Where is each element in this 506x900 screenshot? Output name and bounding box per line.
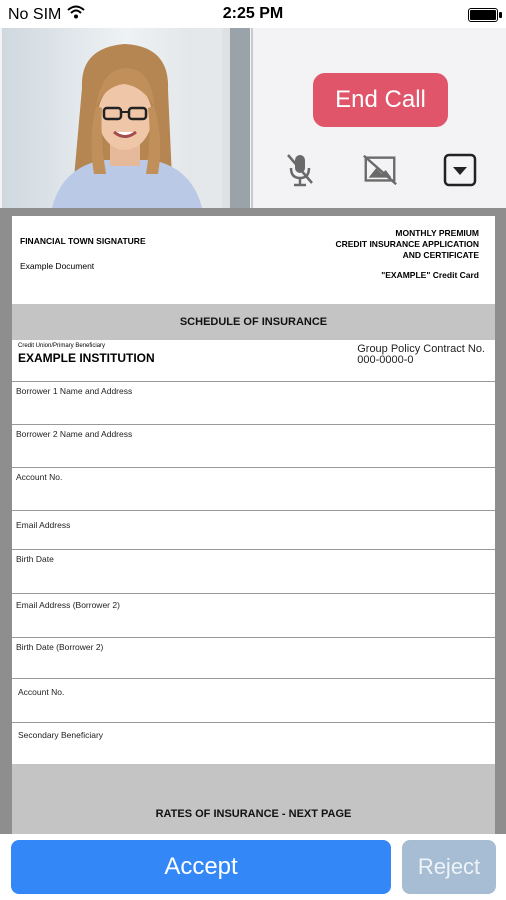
field-label: Birth Date: [16, 554, 54, 564]
status-bar: [0, 0, 506, 28]
field-label: Borrower 1 Name and Address: [16, 386, 133, 396]
field-row[interactable]: [12, 594, 495, 638]
policy-block: [357, 344, 485, 366]
mic-muted-icon[interactable]: [281, 151, 319, 189]
battery-fill: [470, 10, 496, 20]
field-label: Borrower 2 Name and Address: [16, 429, 133, 439]
header-right-line3: AND CERTIFICATE: [402, 250, 479, 260]
rates-title: RATES OF INSURANCE - NEXT PAGE: [155, 808, 352, 820]
header-right-line1: MONTHLY PREMIUM: [395, 228, 479, 238]
header-left-subtitle: Example Document: [20, 261, 95, 271]
institution-small-label: Credit Union/Primary Beneficiary: [18, 343, 106, 349]
remote-video: [2, 28, 250, 208]
field-row[interactable]: [12, 511, 495, 550]
header-right-line2: CREDIT INSURANCE APPLICATION: [335, 239, 479, 249]
field-row[interactable]: [12, 425, 495, 468]
field-label: Email Address (Borrower 2): [16, 600, 120, 610]
rates-band: [12, 764, 495, 834]
carrier-label: No SIM: [8, 5, 62, 23]
document-page: [12, 216, 495, 834]
field-label: Birth Date (Borrower 2): [16, 642, 104, 652]
end-call-button[interactable]: End Call: [313, 73, 448, 127]
document-header: [12, 216, 495, 308]
battery-icon: [468, 8, 498, 22]
header-left-title: FINANCIAL TOWN SIGNATURE: [20, 236, 146, 246]
field-label: Secondary Beneficiary: [18, 730, 104, 740]
field-label: Account No.: [16, 472, 63, 482]
field-label: Email Address: [16, 520, 71, 530]
field-row[interactable]: [12, 638, 495, 679]
header-right-block: [335, 228, 479, 261]
action-bar: [0, 834, 506, 900]
header-right-line4: "EXAMPLE" Credit Card: [381, 270, 479, 280]
tile-divider: [251, 28, 253, 208]
field-row[interactable]: [12, 382, 495, 425]
institution-row: [12, 340, 495, 382]
call-area: [0, 28, 506, 208]
policy-label: Group Policy Contract No.: [357, 343, 485, 355]
institution-name: EXAMPLE INSTITUTION: [18, 351, 155, 365]
field-row[interactable]: [12, 550, 495, 594]
dropdown-icon[interactable]: [441, 151, 479, 189]
status-time: 2:25 PM: [222, 5, 284, 22]
schedule-title: SCHEDULE OF INSURANCE: [12, 304, 495, 340]
field-row[interactable]: [12, 723, 495, 763]
document-viewer[interactable]: [0, 208, 506, 834]
field-row[interactable]: [12, 679, 495, 723]
camera-off-icon[interactable]: [361, 151, 399, 189]
field-label: Account No.: [18, 687, 65, 697]
reject-button[interactable]: Reject: [402, 840, 496, 894]
accept-button[interactable]: Accept: [11, 840, 391, 894]
field-row[interactable]: [12, 468, 495, 511]
policy-number: 000-0000-0: [357, 354, 414, 366]
